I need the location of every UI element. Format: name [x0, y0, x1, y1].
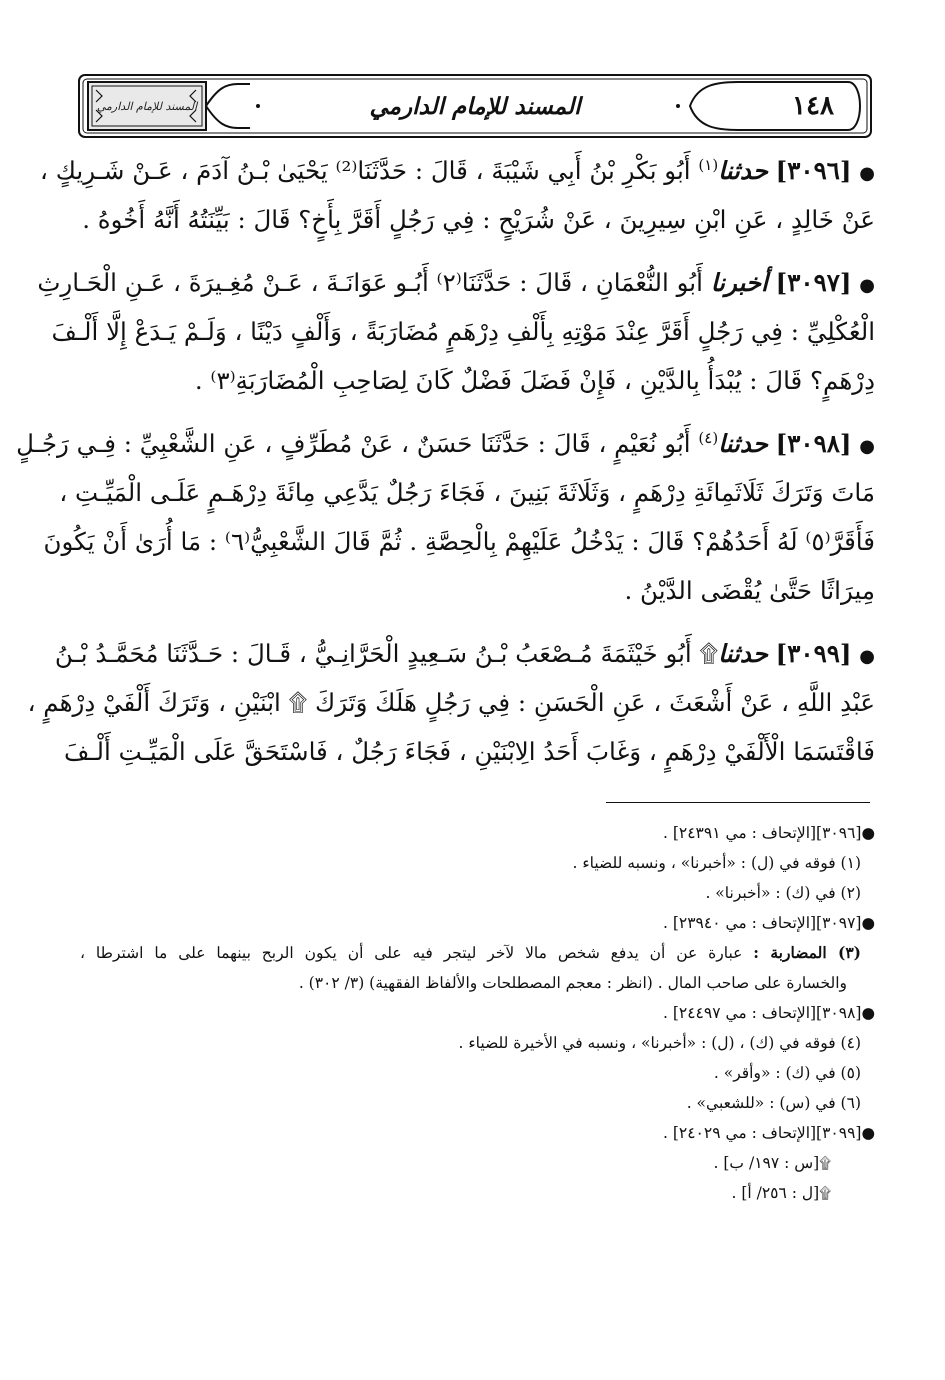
footnote-ithaf: ●[٣٠٩٧][الإتحاف : مي ٢٣٩٤٠] . — [662, 914, 875, 932]
footnote-manuscript: ۩[ل : ٢٥٦/ أ] . — [731, 1184, 831, 1202]
transmission-verb: أخبرنا — [710, 268, 768, 297]
footnote-ithaf: ●[٣٠٩٨][الإتحاف : مي ٢٤٤٩٧] . — [662, 1004, 875, 1022]
hadith-3099 — [27, 629, 875, 776]
transmission-verb: حدثنا — [718, 429, 768, 458]
footnote-ithaf: ●[٣٠٩٩][الإتحاف : مي ٢٤٠٢٩] . — [662, 1124, 875, 1142]
footnote: (١) فوقه في (ل) : «أخبرنا» ، ونسبه للضياء . — [572, 854, 861, 872]
hadith-text: أَبُو نُعَيْمٍ ، قَالَ : حَدَّثَنَا حَسَنٌ ، عَنْ مُطَرِّفٍ ، عَنِ الشَّعْبِيِّ : فِـي رَجُـلٍ — [16, 429, 691, 458]
hadith-line: ● [٣٠٩٨] حدثنا$^{(٤)}$ أَبُو نُعَيْمٍ ، قَالَ : حَدَّثَنَا حَسَنٌ ، عَنْ مُطَرِّفٍ ، عَنِ الشَّعْبِيِّ : فِـي رَجُـلٍ — [16, 429, 875, 458]
hadith-line: مِيرَاثًا حَتَّىٰ يُقْضَى الدَّيْنُ . — [624, 576, 875, 605]
footnote-term: (٣) المضاربة : — [753, 943, 861, 962]
hadith-line: ● [٣٠٩٦] حدثنا$^{(١)}$ أَبُو بَكْرِ بْنُ أَبِي شَيْبَةَ ، قَالَ : حَدَّثَنَا⁽²⁾ يَحْيَىٰ بْـنُ آدَمَ ، عَـنْ شَـرِيكٍ ، — [40, 156, 875, 185]
hadith-line: فَأَقَرَّ⁽٥⁾ لَهُ أَحَدُهُمْ؟ قَالَ : يَدْخُلُ عَلَيْهِمْ بِالْحِصَّةِ . ثُمَّ قَالَ الشَّعْبِيُّ⁽٦⁾ : مَا أُرَىٰ أَنْ يَكُونَ — [43, 527, 875, 556]
hadith-line: الْعُكْلِيِّ : فِي رَجُلٍ أَقَرَّ عِنْدَ مَوْتِهِ بِأَلْفِ دِرْهَمٍ مُضَارَبَةً ، وَأَلْفٍ دَيْنًا ، وَلَـمْ يَـدَعْ إِلَّا أَلْـفَ — [51, 317, 875, 346]
hadith-text: أَبُو النُّعْمَانِ ، قَالَ : حَدَّثَنَا⁽٢⁾ أَبُـو عَوَانَـةَ ، عَـنْ مُغِـيرَةَ ، عَـنِ الْحَـارِثِ — [37, 268, 703, 297]
footnote-separator — [606, 802, 870, 803]
footnote: (٣) المضاربة : عبارة عن أن يدفع شخص مالا لآخر ليتجر فيه على أن يكون الربح بينهما على ما اشترطا ، — [80, 943, 861, 962]
page-number: ١٤٨ — [792, 91, 834, 121]
hadith-number: [٣٠٩٩] — [775, 639, 852, 668]
hadith-line: عَنْ خَالِدٍ ، عَنِ ابْنِ سِيرِينَ ، عَنْ شُرَيْحٍ : فِي رَجُلٍ أَقَرَّ بِأَخٍ؟ قَالَ : بَيِّنَتُهُ أَنَّهُ أَخُوهُ . — [82, 205, 875, 234]
transmission-verb: حدثنا — [718, 639, 768, 668]
hadith-line: دِرْهَمٍ؟ قَالَ : يُبْدَأُ بِالدَّيْنِ ، فَإِنْ فَضَلَ فَضْلٌ كَانَ لِصَاحِبِ الْمُضَارَبَةِ⁽٣⁾ . — [194, 366, 875, 395]
hadith-3097 — [37, 258, 875, 405]
footnote-ref: (١) — [698, 156, 719, 174]
hadith-line: مَاتَ وَتَرَكَ ثَلَاثَمِائَةِ دِرْهَمٍ ، وَثَلَاثَةَ بَنِينَ ، فَجَاءَ رَجُلٌ يَدَّعِي مِائَةَ دِرْهَـمٍ عَلَـى الْمَيِّـتِ ، — [59, 478, 875, 507]
manuscript-mark-icon: ۩ — [699, 639, 719, 668]
footnote: (٥) في (ك) : «وأقر» . — [713, 1064, 861, 1082]
footnote-continuation: والخسارة على صاحب المال . (انظر : معجم المصطلحات والألفاظ الفقهية) (٣/ ٣٠٢) . — [298, 974, 847, 992]
hadith-line: ● [٣٠٩٩] حدثنا۩ أَبُو خَيْثَمَةَ مُـصْعَبُ بْـنُ سَـعِيدٍ الْحَرَّانِـيُّ ، قَـالَ : حَـدَّثَنَا مُحَمَّـدُ بْـنُ — [54, 639, 875, 668]
hadith-line: ● [٣٠٩٧] أخبرنا أَبُو النُّعْمَانِ ، قَالَ : حَدَّثَنَا⁽٢⁾ أَبُـو عَوَانَـةَ ، عَـنْ مُغِـيرَةَ ، عَـنِ الْحَـارِثِ — [37, 268, 875, 297]
running-title: المسند للإمام الدارمي — [369, 92, 581, 120]
footnote: (٢) في (ك) : «أخبرنا» . — [705, 884, 861, 902]
footnote: (٤) فوقه في (ك) ، (ل) : «أخبرنا» ، ونسبه في الأخيرة للضياء . — [458, 1034, 861, 1052]
hadith-line: عَبْدِ اللَّهِ ، عَنْ أَشْعَثَ ، عَنِ الْحَسَنِ : فِي رَجُلٍ هَلَكَ وَتَرَكَ ۩ ابْنَيْنِ ، وَتَرَكَ أَلْفَيْ دِرْهَمٍ ، — [27, 688, 875, 717]
hadith-line: فَاقْتَسَمَا الْأَلْفَيْ دِرْهَمٍ ، وَغَابَ أَحَدُ الِابْنَيْنِ ، فَجَاءَ رَجُلٌ ، فَاسْتَحَقَّ عَلَى الْمَيِّـتِ أَلْـفَ — [64, 737, 875, 766]
footnote-ithaf: ●[٣٠٩٦][الإتحاف : مي ٢٤٣٩١] . — [662, 824, 875, 842]
hadith-body — [16, 146, 875, 790]
header-seal: المسند للإمام الدارمي — [96, 99, 198, 113]
transmission-verb: حدثنا — [718, 156, 768, 185]
footnote-ref: (٤) — [698, 429, 719, 447]
hadith-number: [٣٠٩٧] — [775, 268, 852, 297]
footnote: (٦) في (س) : «للشعبي» . — [686, 1094, 861, 1112]
footnote-manuscript: ۩[س : ١٩٧/ ب] . — [713, 1154, 831, 1172]
hadith-3098 — [16, 419, 875, 615]
hadith-text: أَبُو بَكْرِ بْنُ أَبِي شَيْبَةَ ، قَالَ : حَدَّثَنَا⁽²⁾ يَحْيَىٰ بْـنُ آدَمَ ، عَـنْ شَـرِيكٍ ، — [40, 156, 691, 185]
hadith-number: [٣٠٩٨] — [775, 429, 852, 458]
hadith-number: [٣٠٩٦] — [775, 156, 852, 185]
hadith-3096 — [40, 146, 875, 244]
hadith-text: أَبُو خَيْثَمَةَ مُـصْعَبُ بْـنُ سَـعِيدٍ الْحَرَّانِـيُّ ، قَـالَ : حَـدَّثَنَا مُحَمَّـدُ بْـنُ — [54, 639, 692, 668]
footnotes — [80, 818, 875, 1208]
page-header — [78, 74, 872, 138]
